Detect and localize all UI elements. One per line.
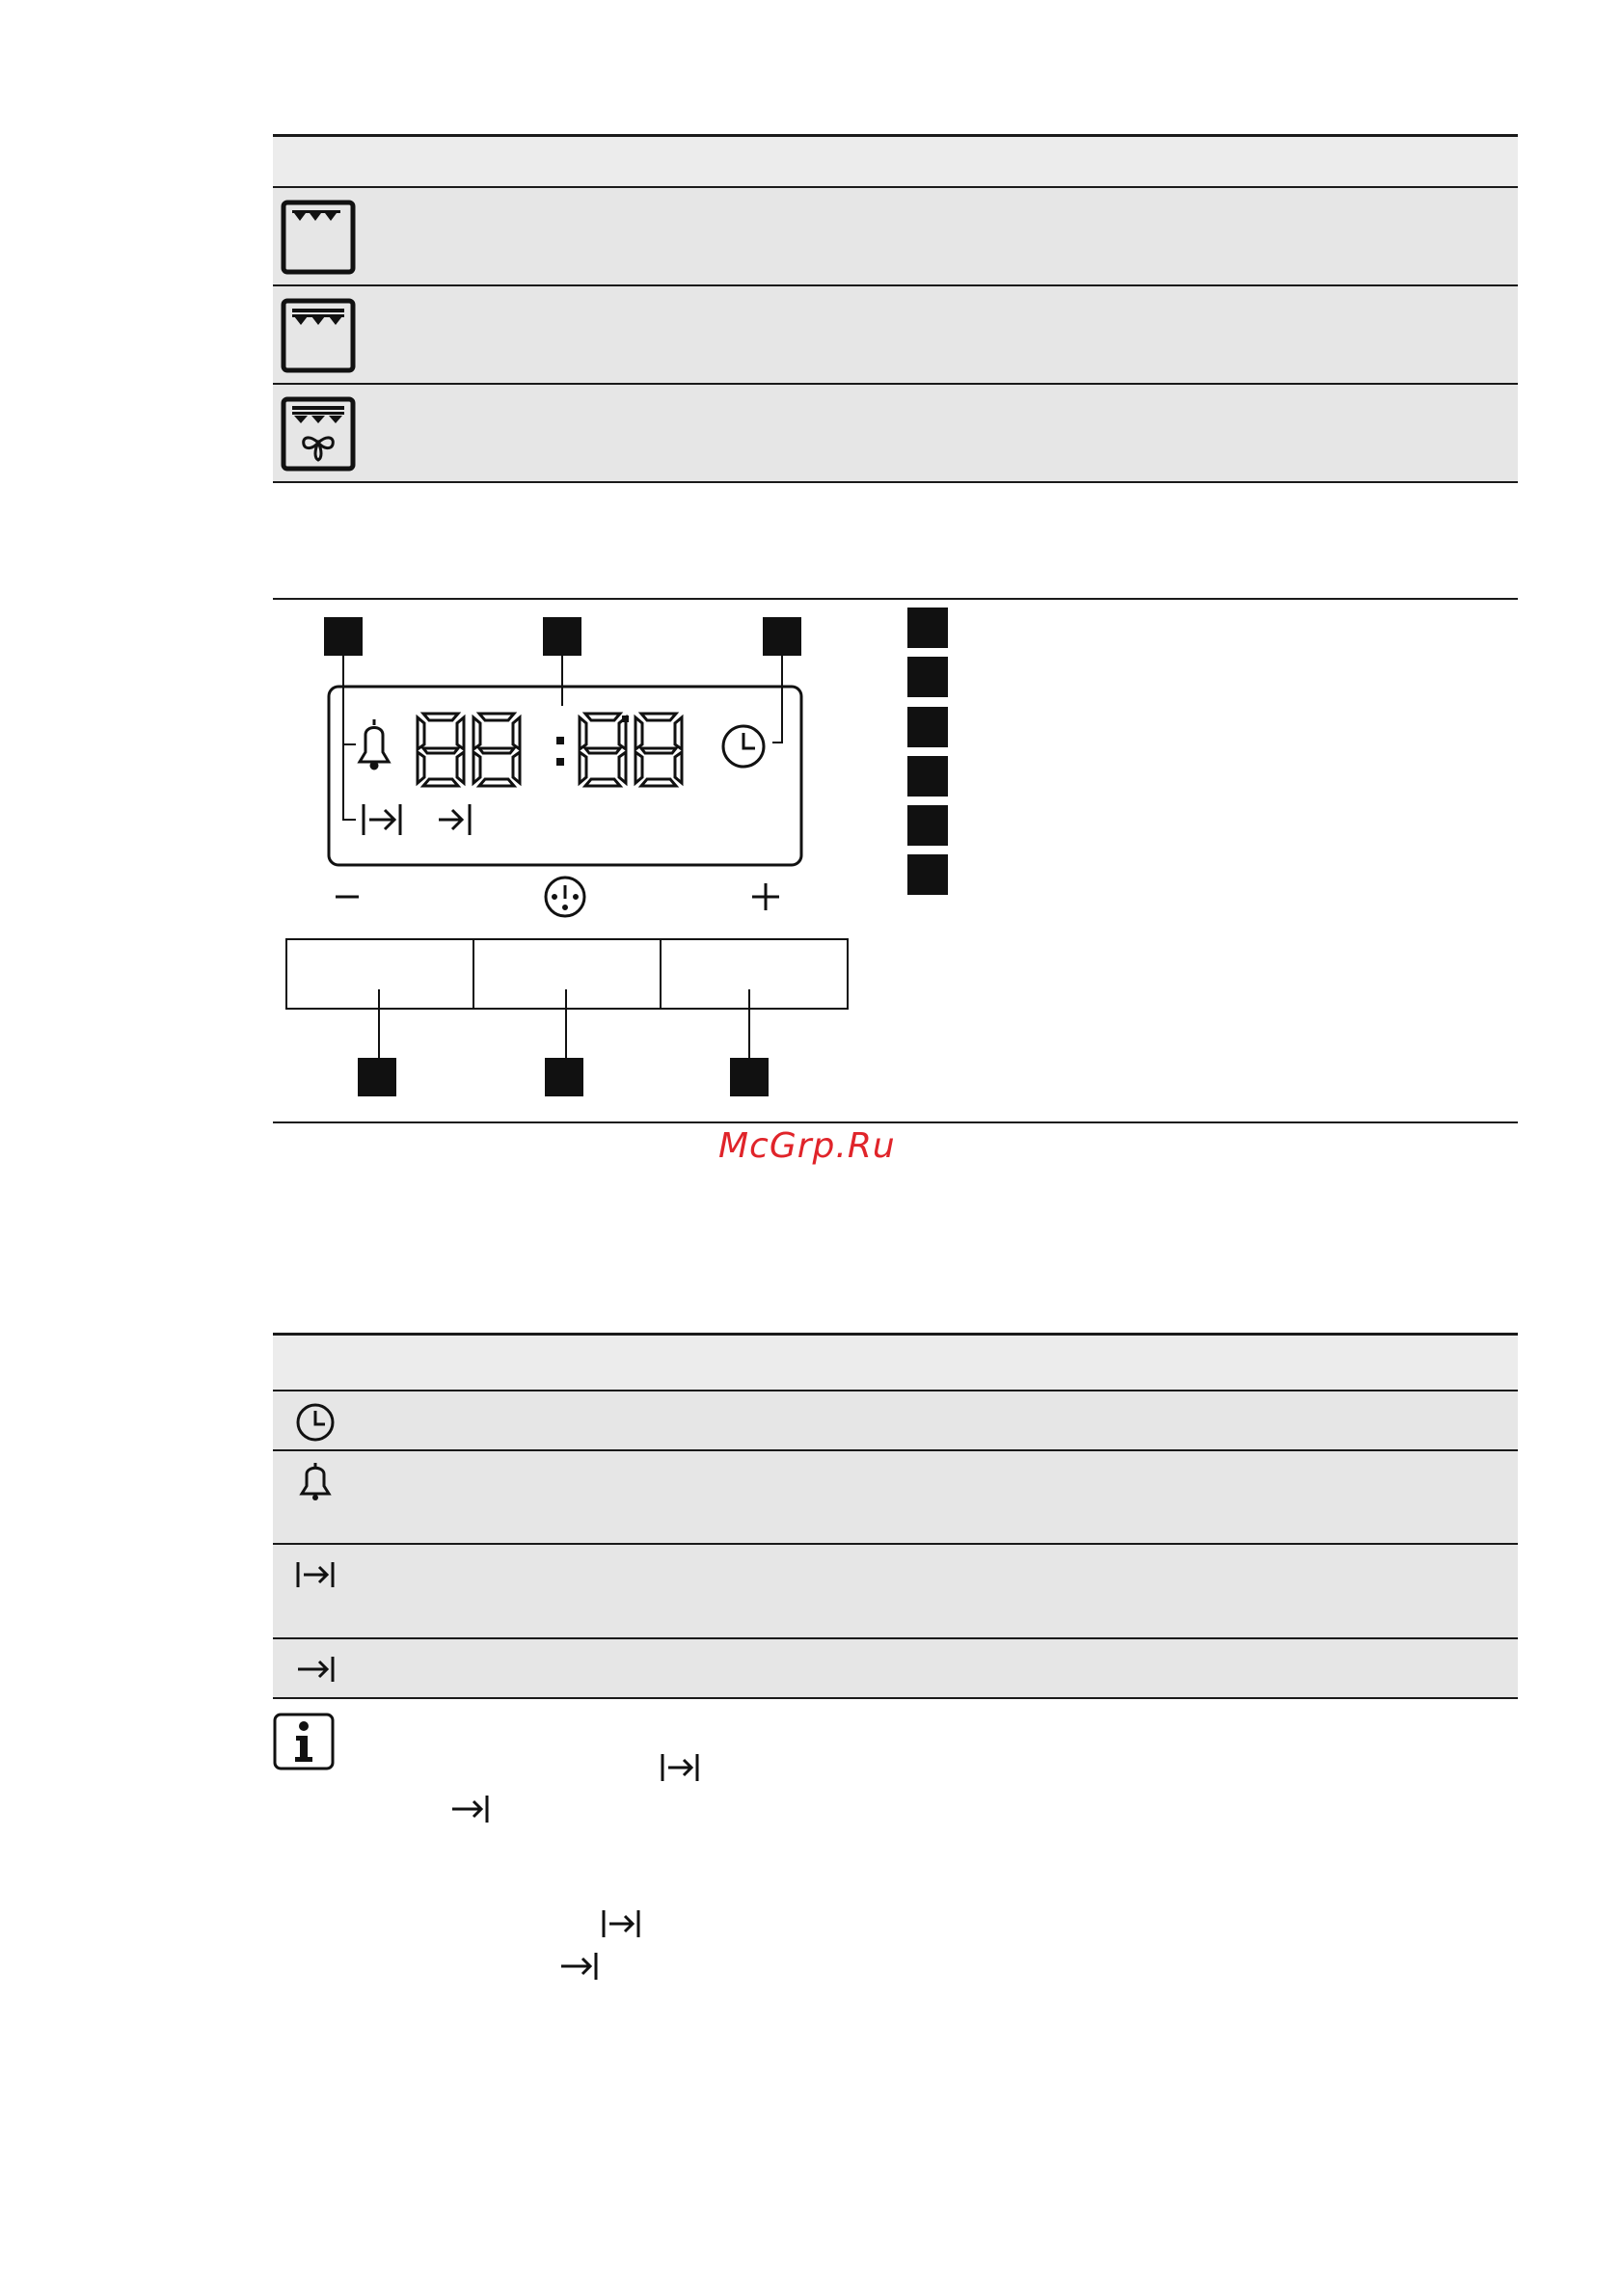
callout-marker [763,617,801,656]
clock-table-row [273,1451,1518,1545]
duration-icon [294,1554,337,1597]
top-heat-oven-icon [281,200,356,275]
digital-time-readout [418,714,682,786]
legend-marker [907,805,948,846]
heating-table-row [273,286,1518,385]
callout-marker [730,1058,769,1096]
watermark: McGrp.Ru [718,1126,896,1166]
top-bottom-heat-oven-icon [281,298,356,373]
duration-icon [659,1750,701,1785]
display-diagram [273,600,871,1121]
info-icon [273,1713,335,1770]
plus-icon [752,883,779,910]
clock-icon [294,1401,337,1444]
end-icon [294,1649,337,1691]
clock-table-header [273,1333,1518,1391]
end-icon [448,1792,491,1826]
legend-marker [907,608,948,648]
end-icon [557,1949,600,1984]
callout-marker [545,1058,583,1096]
plus-button[interactable] [661,939,848,1009]
duration-icon [600,1906,642,1941]
clock-table-row [273,1639,1518,1699]
heating-table-row [273,385,1518,483]
legend-marker [907,657,948,697]
heating-functions-table [273,134,1518,483]
heating-table-header [273,134,1518,188]
clock-table-row [273,1391,1518,1451]
clock-button-icon [546,878,584,916]
bell-icon [360,719,389,769]
clock-functions-table [273,1333,1518,1699]
clock-table-row [273,1545,1518,1639]
legend-marker [907,707,948,747]
clock-icon [723,726,764,767]
callout-marker [543,617,581,656]
callout-marker [358,1058,396,1096]
legend-marker [907,756,948,797]
end-icon [439,804,470,835]
duration-icon [364,804,400,835]
heating-table-row [273,188,1518,286]
display-frame [329,687,801,865]
bell-icon [294,1461,337,1503]
display-section-bottom-rule [273,1121,1518,1123]
fan-heat-oven-icon [281,396,356,472]
callout-marker [324,617,363,656]
legend-marker [907,854,948,895]
